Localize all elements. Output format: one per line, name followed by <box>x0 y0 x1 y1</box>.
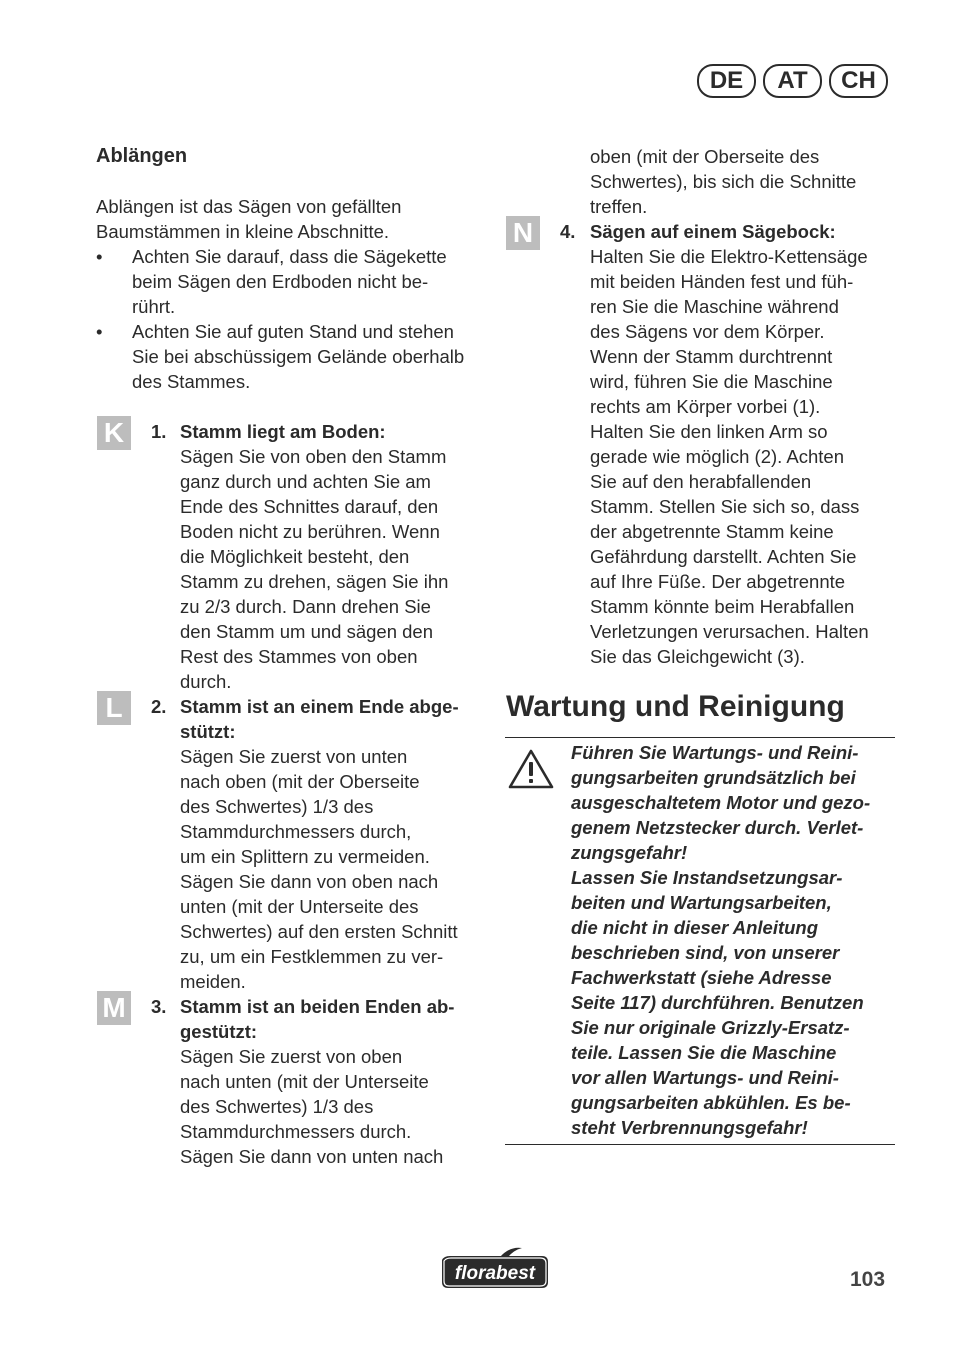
warning-line: Fachwerkstatt (siehe Adresse <box>571 967 832 988</box>
text-line: ren Sie die Maschine während <box>590 296 839 317</box>
warning-line: Lassen Sie Instandsetzungsar- <box>571 867 843 888</box>
text-line: Boden nicht zu berühren. Wenn <box>180 521 440 542</box>
text-line: Achten Sie auf guten Stand und stehen <box>132 321 454 342</box>
step-1 <box>96 419 486 694</box>
text-line: rechts am Körper vorbei (1). <box>590 396 821 417</box>
text-line: des Schwertes) 1/3 des <box>180 1096 374 1117</box>
text-line: gerade wie möglich (2). Achten <box>590 446 844 467</box>
text-line: des Stammes. <box>132 371 251 392</box>
warning-line: teile. Lassen Sie die Maschine <box>571 1042 837 1063</box>
text-line: Stammdurchmessers durch, <box>180 821 412 842</box>
text-line: Stamm. Stellen Sie sich so, dass <box>590 496 860 517</box>
warning-line: Seite 117) durchführen. Benutzen <box>571 992 864 1013</box>
text-line: oben (mit der Oberseite des <box>590 146 820 167</box>
text-line: Gefährdung darstellt. Achten Sie <box>590 546 857 567</box>
text-line: Sie bei abschüssigem Gelände oberhalb <box>132 346 465 367</box>
text-line: Rest des Stammes von oben <box>180 646 418 667</box>
step-3-continuation <box>505 144 895 219</box>
warning-box <box>505 737 895 1145</box>
text-line: unten (mit der Unterseite des <box>180 896 419 917</box>
step-title: gestützt: <box>180 1021 258 1042</box>
text-line: nach unten (mit der Unterseite <box>180 1071 429 1092</box>
text-line: Verletzungen verursachen. Halten <box>590 621 869 642</box>
text-line: Sie auf den herabfallenden <box>590 471 812 492</box>
warning-line: gungsarbeiten grundsätzlich bei <box>571 767 856 788</box>
text-line: zu, um ein Festklemmen zu ver- <box>180 946 444 967</box>
text-line: Baumstämmen in kleine Abschnitte. <box>96 221 390 242</box>
language-badge-at: AT <box>763 64 822 98</box>
text-line: meiden. <box>180 971 246 992</box>
language-badge-de: DE <box>697 64 756 98</box>
warning-triangle-icon <box>507 748 555 790</box>
step-number: 2. <box>151 696 167 717</box>
warning-line: genem Netzstecker durch. Verlet- <box>571 817 864 838</box>
text-line: Sie das Gleichgewicht (3). <box>590 646 805 667</box>
text-line: der abgetrennte Stamm keine <box>590 521 834 542</box>
warning-line: Führen Sie Wartungs- und Reini- <box>571 742 859 763</box>
text-line: Sägen Sie zuerst von unten <box>180 746 408 767</box>
text-line: Schwertes), bis sich die Schnitte <box>590 171 857 192</box>
bullet-symbol: • <box>96 246 103 267</box>
warning-line: ausgeschaltetem Motor und gezo- <box>571 792 871 813</box>
step-title: Sägen auf einem Sägebock: <box>590 221 836 242</box>
step-3 <box>96 994 486 1169</box>
step-2 <box>96 694 486 994</box>
figure-marker-n: N <box>506 216 540 250</box>
text-line: den Stamm um und sägen den <box>180 621 433 642</box>
language-badge-ch: CH <box>829 64 888 98</box>
language-badges <box>697 64 888 98</box>
text-line: treffen. <box>590 196 648 217</box>
text-line: zu 2/3 durch. Dann drehen Sie <box>180 596 431 617</box>
text-line: Sägen Sie dann von oben nach <box>180 871 439 892</box>
warning-line: gungsarbeiten abkühlen. Es be- <box>571 1092 851 1113</box>
text-line: nach oben (mit der Oberseite <box>180 771 420 792</box>
step-number: 3. <box>151 996 167 1017</box>
step-title: stützt: <box>180 721 236 742</box>
text-line: Schwertes) auf den ersten Schnitt <box>180 921 458 942</box>
text-line: Stammdurchmessers durch. <box>180 1121 412 1142</box>
text-line: Sägen Sie zuerst von oben <box>180 1046 403 1067</box>
text-line: ganz durch und achten Sie am <box>180 471 431 492</box>
warning-line: Sie nur originale Grizzly-Ersatz- <box>571 1017 850 1038</box>
text-line: des Schwertes) 1/3 des <box>180 796 374 817</box>
warning-line: die nicht in dieser Anleitung <box>571 917 819 938</box>
step-number: 1. <box>151 421 167 442</box>
text-line: Ende des Schnittes darauf, den <box>180 496 439 517</box>
left-column <box>96 144 486 1169</box>
text-line: Wenn der Stamm durchtrennt <box>590 346 833 367</box>
text-line: die Möglichkeit besteht, den <box>180 546 410 567</box>
warning-line: beiten und Wartungsarbeiten, <box>571 892 832 913</box>
warning-line: steht Verbrennungsgefahr! <box>571 1117 808 1138</box>
intro-paragraph <box>96 194 486 244</box>
section-title-wartung: Wartung und Reinigung <box>506 690 845 723</box>
text-line: Stamm zu drehen, sägen Sie ihn <box>180 571 449 592</box>
step-title: Stamm ist an einem Ende abge- <box>180 696 459 717</box>
bullet-symbol: • <box>96 321 103 342</box>
warning-line: beschrieben sind, von unserer <box>571 942 840 963</box>
text-line: Halten Sie die Elektro-Kettensäge <box>590 246 868 267</box>
text-line: mit beiden Händen fest und füh- <box>590 271 854 292</box>
text-line: auf Ihre Füße. Der abgetrennte <box>590 571 846 592</box>
text-line: beim Sägen den Erdboden nicht be- <box>132 271 429 292</box>
figure-marker-l: L <box>97 691 131 725</box>
step-number: 4. <box>560 221 576 242</box>
step-title: Stamm ist an beiden Enden ab- <box>180 996 455 1017</box>
text-line: rührt. <box>132 296 176 317</box>
text-line: des Sägens vor dem Körper. <box>590 321 825 342</box>
logo-text: florabest <box>454 1263 536 1284</box>
step-4 <box>505 219 895 669</box>
page-number: 103 <box>850 1268 886 1291</box>
text-line: Halten Sie den linken Arm so <box>590 421 828 442</box>
text-line: Sägen Sie von oben den Stamm <box>180 446 447 467</box>
right-column <box>505 144 895 1145</box>
text-line: Ablängen ist das Sägen von gefällten <box>96 196 402 217</box>
figure-marker-m: M <box>97 991 131 1025</box>
section-title-ablaengen: Ablängen <box>96 145 188 167</box>
figure-marker-k: K <box>97 416 131 450</box>
text-line: Stamm könnte beim Herabfallen <box>590 596 855 617</box>
bullet-item <box>96 319 486 394</box>
warning-line: vor allen Wartungs- und Reini- <box>571 1067 839 1088</box>
warning-line: zungsgefahr! <box>571 842 688 863</box>
text-line: um ein Splittern zu vermeiden. <box>180 846 430 867</box>
step-title: Stamm liegt am Boden: <box>180 421 386 442</box>
text-line: durch. <box>180 671 232 692</box>
text-line: Achten Sie darauf, dass die Sägekette <box>132 246 447 267</box>
text-line: Sägen Sie dann von unten nach <box>180 1146 444 1167</box>
text-line: wird, führen Sie die Maschine <box>590 371 833 392</box>
florabest-logo <box>438 1244 552 1290</box>
bullet-item <box>96 244 486 319</box>
